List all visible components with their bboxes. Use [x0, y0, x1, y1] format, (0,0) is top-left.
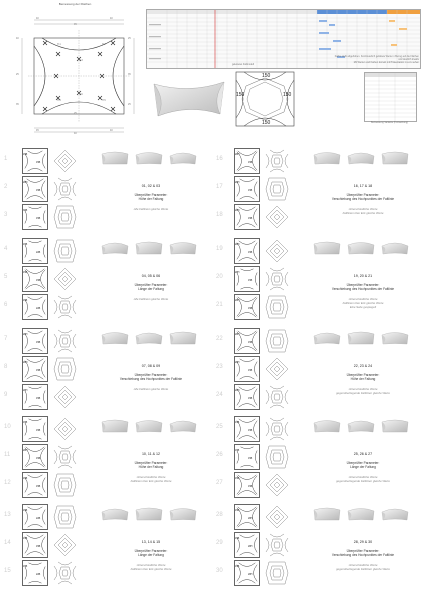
dim-label: 25	[128, 103, 131, 106]
param-value: Verschiebung des Hochpunktes der Faltlinie	[331, 197, 395, 201]
model-title: geleitetes Faltmodell	[232, 63, 254, 66]
fold-label: 15B	[248, 251, 253, 254]
render-3d	[134, 504, 164, 524]
fold-pattern-thumbnail	[264, 356, 290, 382]
render-3d	[380, 504, 410, 524]
dimension-diagram	[14, 10, 144, 138]
fold-label: 28H	[235, 361, 240, 364]
param-value: Verschiebung des Hochpunktes der Faltlinie	[331, 287, 395, 291]
fold-label: 28H	[23, 181, 28, 184]
variant-card	[4, 502, 207, 590]
fold-model-render	[150, 74, 228, 122]
fold-label: 28H	[235, 333, 240, 336]
row-number: 28	[216, 512, 223, 518]
row-number: 16	[216, 156, 223, 162]
variant-title: 28, 29 & 30	[353, 540, 373, 544]
model-label: 150	[262, 120, 271, 126]
variant-card	[4, 236, 207, 324]
render-3d	[346, 148, 376, 168]
fold-plan-thumbnail	[234, 560, 260, 586]
fold-plan-thumbnail	[22, 148, 48, 174]
param-value: Verschiebung des Hochpunktes der Faltlinie	[119, 377, 183, 381]
row-number: 3	[4, 212, 8, 218]
fold-pattern-thumbnail	[52, 238, 78, 264]
row-number: 22	[216, 336, 223, 342]
fold-label: 15B	[235, 449, 240, 452]
fold-plan-thumbnail	[234, 504, 260, 530]
row-number: 13	[4, 512, 11, 518]
row-number: 17	[216, 184, 223, 190]
fold-plan-thumbnail	[234, 356, 260, 382]
fold-plan-thumbnail	[234, 148, 260, 174]
fold-plan-thumbnail	[22, 266, 48, 292]
row-number: 11	[4, 452, 11, 458]
fold-label: 15B	[235, 477, 240, 480]
render-3d	[100, 328, 130, 348]
row-number: 21	[216, 302, 223, 308]
fold-pattern-thumbnail	[264, 176, 290, 202]
row-number: 2	[4, 184, 8, 190]
render-3d	[100, 504, 130, 524]
param-note-2: Faltlinien über Eck gleiche Werte	[130, 479, 172, 483]
param-value: Höhe der Faltung	[350, 377, 376, 381]
fold-label: 15B	[36, 397, 41, 400]
param-value: Höhe der Faltung	[138, 197, 164, 201]
pv-label: H.6	[79, 93, 83, 96]
fold-label: 15B	[23, 537, 28, 540]
fold-label: 15B	[23, 477, 28, 480]
fold-plan-thumbnail	[22, 416, 48, 442]
fold-label: 15B	[248, 279, 253, 282]
render-3d	[168, 504, 198, 524]
param-note: Alle Faltlinien gleiche Werte	[133, 297, 169, 301]
fold-pattern-thumbnail	[264, 532, 290, 558]
fold-plan-thumbnail	[234, 472, 260, 498]
fold-pattern-thumbnail	[264, 472, 290, 498]
fold-plan-thumbnail	[234, 532, 260, 558]
row-number: 30	[216, 568, 223, 574]
dim-label: 25	[128, 37, 131, 40]
row-number: 10	[4, 424, 11, 430]
fold-label: 28H	[248, 573, 253, 576]
row-number: 25	[216, 424, 223, 430]
variant-title: 04, 05 & 06	[141, 274, 161, 278]
fold-label: 28H	[248, 545, 253, 548]
fold-pattern-thumbnail	[264, 328, 290, 354]
fold-label: 28H	[23, 333, 28, 336]
fold-label: 15B	[248, 189, 253, 192]
param-label: Überprüfter Parameter:	[346, 283, 380, 287]
fold-pattern-thumbnail	[52, 204, 78, 230]
fold-pattern-thumbnail	[52, 416, 78, 442]
param-value: Länge der Faltung	[138, 287, 164, 291]
param-label: Überprüfter Parameter:	[346, 549, 380, 553]
param-label: Überprüfter Parameter:	[134, 461, 168, 465]
row-number: 4	[4, 246, 8, 252]
fold-label: 28H	[23, 389, 28, 392]
fold-plan-thumbnail	[234, 204, 260, 230]
fold-plan-thumbnail	[22, 204, 48, 230]
param-label: Überprüfter Parameter:	[134, 549, 168, 553]
fold-label: 28H	[235, 181, 240, 184]
fold-plan-thumbnail	[22, 504, 48, 530]
fold-pattern-thumbnail	[264, 266, 290, 292]
fold-label: 15B	[36, 429, 41, 432]
row-number: 29	[216, 540, 223, 546]
variant-card	[4, 414, 207, 502]
fold-pattern-thumbnail	[52, 266, 78, 292]
fold-label: 22B	[36, 573, 41, 576]
fold-label: 28H	[235, 243, 240, 246]
row-number: 14	[4, 540, 11, 546]
fold-label: 15B	[248, 369, 253, 372]
row-number: 23	[216, 364, 223, 370]
row-number: 9	[4, 392, 8, 398]
fold-pattern-thumbnail	[264, 238, 290, 264]
variant-card	[4, 146, 207, 234]
fold-pattern-thumbnail	[264, 148, 290, 174]
render-3d	[134, 148, 164, 168]
variant-title: 10, 11 & 12	[141, 452, 161, 456]
row-number: 19	[216, 246, 223, 252]
render-3d	[168, 238, 198, 258]
param-note: Unterschiedliche Werte	[348, 297, 378, 301]
fold-pattern-thumbnail	[52, 444, 78, 470]
param-label: Überprüfter Parameter:	[134, 373, 168, 377]
dim-label: 45	[74, 23, 77, 26]
row-number: 15	[4, 568, 11, 574]
fold-label: 15B	[235, 565, 240, 568]
render-3d	[346, 504, 376, 524]
fold-label: 15B	[23, 299, 28, 302]
fold-pattern-thumbnail	[52, 472, 78, 498]
fold-plan-thumbnail	[22, 176, 48, 202]
param-note-2: Faltlinien über Eck gleiche Werte	[342, 301, 384, 305]
fold-label: 22B	[36, 251, 41, 254]
legend-note: Farbe steht abgehoben. Kontinuierlich gefaltete Werte in Bezug auf die Flächen und deutlich kreativ	[334, 55, 419, 61]
fold-plan-thumbnail	[234, 266, 260, 292]
fold-pattern-thumbnail	[52, 504, 78, 530]
param-note: Unterschiedliche Werte	[348, 207, 378, 211]
fold-plan-thumbnail	[234, 294, 260, 320]
row-number: 5	[4, 274, 8, 280]
render-3d	[312, 416, 342, 436]
fold-label: 15B	[23, 271, 28, 274]
row-number: 24	[216, 392, 223, 398]
fold-label: 28H	[248, 517, 253, 520]
dim-label: 25	[16, 73, 19, 76]
row-number: 7	[4, 336, 8, 342]
fold-label: 28H	[23, 361, 28, 364]
fold-pattern-thumbnail	[52, 294, 78, 320]
fold-pattern-thumbnail	[52, 176, 78, 202]
fold-label: 28H	[23, 449, 28, 452]
dim-label: 40	[16, 37, 19, 40]
render-3d	[100, 148, 130, 168]
render-3d	[312, 148, 342, 168]
variant-title: 19, 20 & 21	[353, 274, 373, 278]
dim-label: 40	[36, 17, 39, 20]
variant-title: 01, 02 & 03	[141, 184, 161, 188]
row-number: 8	[4, 364, 8, 370]
model-label: 150	[262, 73, 271, 79]
render-3d	[134, 416, 164, 436]
fold-label: 28H	[235, 299, 240, 302]
param-value: Verschiebung des Hochpunktes der Faltlinie	[331, 553, 395, 557]
fold-label: 15B	[36, 457, 41, 460]
param-note: Unterschiedliche Werte	[136, 475, 166, 479]
param-note: Alle Faltlinien gleiche Werte	[133, 387, 169, 391]
fold-label: 15B	[36, 545, 41, 548]
dim-label: 25	[74, 112, 77, 115]
fold-plan-thumbnail	[234, 384, 260, 410]
fold-plan-thumbnail	[22, 384, 48, 410]
render-3d	[380, 328, 410, 348]
render-3d	[312, 504, 342, 524]
row-number: 18	[216, 212, 223, 218]
variant-card	[216, 414, 419, 502]
render-3d	[168, 328, 198, 348]
model-label: 150	[236, 92, 245, 98]
fold-plan-thumbnail	[22, 472, 48, 498]
fold-label: 15B	[36, 161, 41, 164]
fold-pattern-thumbnail	[264, 294, 290, 320]
variant-title: 07, 08 & 09	[141, 364, 161, 368]
fold-plan-thumbnail	[234, 444, 260, 470]
fold-plan-thumbnail	[234, 416, 260, 442]
side-table-note: Bemessung Variante (Fortsetzung)	[371, 121, 408, 124]
fold-label: 15B	[248, 217, 253, 220]
side-table	[364, 72, 417, 122]
variant-card	[216, 146, 419, 234]
fold-label: 15B	[248, 307, 253, 310]
fold-label: 15B	[235, 421, 240, 424]
param-note-2: Faltlinien über Eck gleiche Werte	[342, 211, 384, 215]
fold-label: 28H	[235, 271, 240, 274]
fold-label: 15B	[235, 509, 240, 512]
fold-label: 15B	[36, 341, 41, 344]
fold-plan-thumbnail	[22, 328, 48, 354]
variant-title: 13, 14 & 15	[141, 540, 161, 544]
fold-label: 15B	[248, 397, 253, 400]
param-label: Überprüfter Parameter:	[134, 193, 168, 197]
fold-label: 15B	[36, 279, 41, 282]
param-note-2: gegenüberliegende Faltlinien gleiche Werte	[336, 391, 390, 395]
dim-label: 35	[128, 73, 131, 76]
legend-note-2: Mit Werten und Farben korrekt mit Präsentation in a zu sehen	[353, 61, 419, 64]
fold-pattern-thumbnail	[264, 204, 290, 230]
param-label: Überprüfter Parameter:	[346, 373, 380, 377]
fold-label: 15B	[248, 429, 253, 432]
row-number: 12	[4, 480, 11, 486]
fold-label: 28H	[235, 209, 240, 212]
fold-pattern-thumbnail	[264, 444, 290, 470]
variant-card	[216, 502, 419, 590]
fold-label: 15B	[23, 565, 28, 568]
fold-plan-thumbnail	[22, 532, 48, 558]
fold-label: 36B	[23, 209, 28, 212]
param-label: Überprüfter Parameter:	[346, 461, 380, 465]
render-3d	[312, 238, 342, 258]
param-label: Überprüfter Parameter:	[134, 283, 168, 287]
fold-pattern-thumbnail	[52, 148, 78, 174]
fold-label: 22B	[36, 307, 41, 310]
render-3d	[380, 148, 410, 168]
fold-pattern-thumbnail	[264, 504, 290, 530]
render-3d	[346, 416, 376, 436]
render-3d	[100, 416, 130, 436]
fold-pattern-thumbnail	[52, 560, 78, 586]
fold-label: 15B	[248, 341, 253, 344]
fold-plan-thumbnail	[22, 444, 48, 470]
fold-pattern-thumbnail	[52, 328, 78, 354]
fold-plan-thumbnail	[22, 356, 48, 382]
fold-label: 15B	[248, 485, 253, 488]
dim-label: 40	[110, 17, 113, 20]
fold-plan-thumbnail	[234, 238, 260, 264]
fold-label: 15B	[36, 485, 41, 488]
fold-plan-thumbnail	[22, 560, 48, 586]
fold-pattern-thumbnail	[264, 416, 290, 442]
pv-label: H.4	[57, 99, 61, 102]
pv-label: H.2	[102, 43, 106, 46]
param-note-3: Eine Seite gespiegelt	[349, 305, 377, 309]
pv-label: H.3	[79, 59, 83, 62]
variant-card	[216, 326, 419, 414]
render-3d	[168, 416, 198, 436]
param-note-2: gegenüberliegende Faltlinien gleiche Werte	[336, 567, 390, 571]
fold-label: 15B	[36, 369, 41, 372]
variant-card	[4, 326, 207, 414]
row-number: 26	[216, 452, 223, 458]
fold-plan-thumbnail	[22, 238, 48, 264]
render-3d	[134, 328, 164, 348]
fold-plan-thumbnail	[234, 328, 260, 354]
fold-pattern-thumbnail	[52, 532, 78, 558]
param-value: Höhe der Faltung	[138, 465, 164, 469]
param-value: Länge der Faltung	[138, 553, 164, 557]
dim-label: 35	[16, 103, 19, 106]
fold-label: 15B	[23, 421, 28, 424]
fold-label: 15B	[23, 509, 28, 512]
fold-label: 15B	[36, 189, 41, 192]
param-note: Unterschiedliche Werte	[348, 387, 378, 391]
render-3d	[346, 238, 376, 258]
render-3d	[380, 238, 410, 258]
render-3d	[168, 148, 198, 168]
model-label: 150	[283, 92, 292, 98]
param-note: Unterschiedliche Werte	[136, 563, 166, 567]
fold-plan-thumbnail	[22, 294, 48, 320]
fold-label: 15B	[23, 243, 28, 246]
param-note: Unterschiedliche Werte	[348, 563, 378, 567]
fold-pattern-thumbnail	[52, 384, 78, 410]
fold-label: 28H	[235, 153, 240, 156]
dim-label: 40	[110, 129, 113, 132]
dim-label: 40	[74, 132, 77, 135]
fold-pattern-thumbnail	[52, 356, 78, 382]
dim-label: 45	[36, 129, 39, 132]
fold-label: 15B	[248, 161, 253, 164]
param-note-2: gegenüberliegende Faltlinien gleiche Werte	[336, 479, 390, 483]
row-number: 6	[4, 302, 8, 308]
fold-label: 22B	[36, 517, 41, 520]
dimension-title: Bemessung der Flächen	[58, 2, 92, 6]
param-note: Unterschiedliche Werte	[348, 475, 378, 479]
param-note: Alle Faltlinien gleiche Werte	[133, 207, 169, 211]
pv-label: H.1	[57, 43, 61, 46]
fold-plan-thumbnail	[234, 176, 260, 202]
fold-pattern-thumbnail	[264, 560, 290, 586]
row-number: 1	[4, 156, 8, 162]
render-3d	[134, 238, 164, 258]
param-note-2: Faltlinien über Eck gleiche Werte	[130, 567, 172, 571]
variant-card	[216, 236, 419, 324]
variant-title: 22, 23 & 24	[353, 364, 373, 368]
render-3d	[312, 328, 342, 348]
fold-label: 28H	[235, 389, 240, 392]
fold-label: 15B	[248, 457, 253, 460]
row-number: 20	[216, 274, 223, 280]
render-3d	[100, 238, 130, 258]
fold-label: 15B	[36, 217, 41, 220]
render-3d	[380, 416, 410, 436]
row-number: 27	[216, 480, 223, 486]
render-3d	[346, 328, 376, 348]
pv-label: H.5	[102, 99, 106, 102]
param-label: Überprüfter Parameter:	[346, 193, 380, 197]
fold-label: 15B	[235, 537, 240, 540]
fold-label: 15B	[23, 153, 28, 156]
param-value: Länge der Faltung	[350, 465, 376, 469]
variant-title: 16, 17 & 18	[353, 184, 373, 188]
variant-title: 25, 26 & 27	[353, 452, 373, 456]
fold-pattern-thumbnail	[264, 384, 290, 410]
